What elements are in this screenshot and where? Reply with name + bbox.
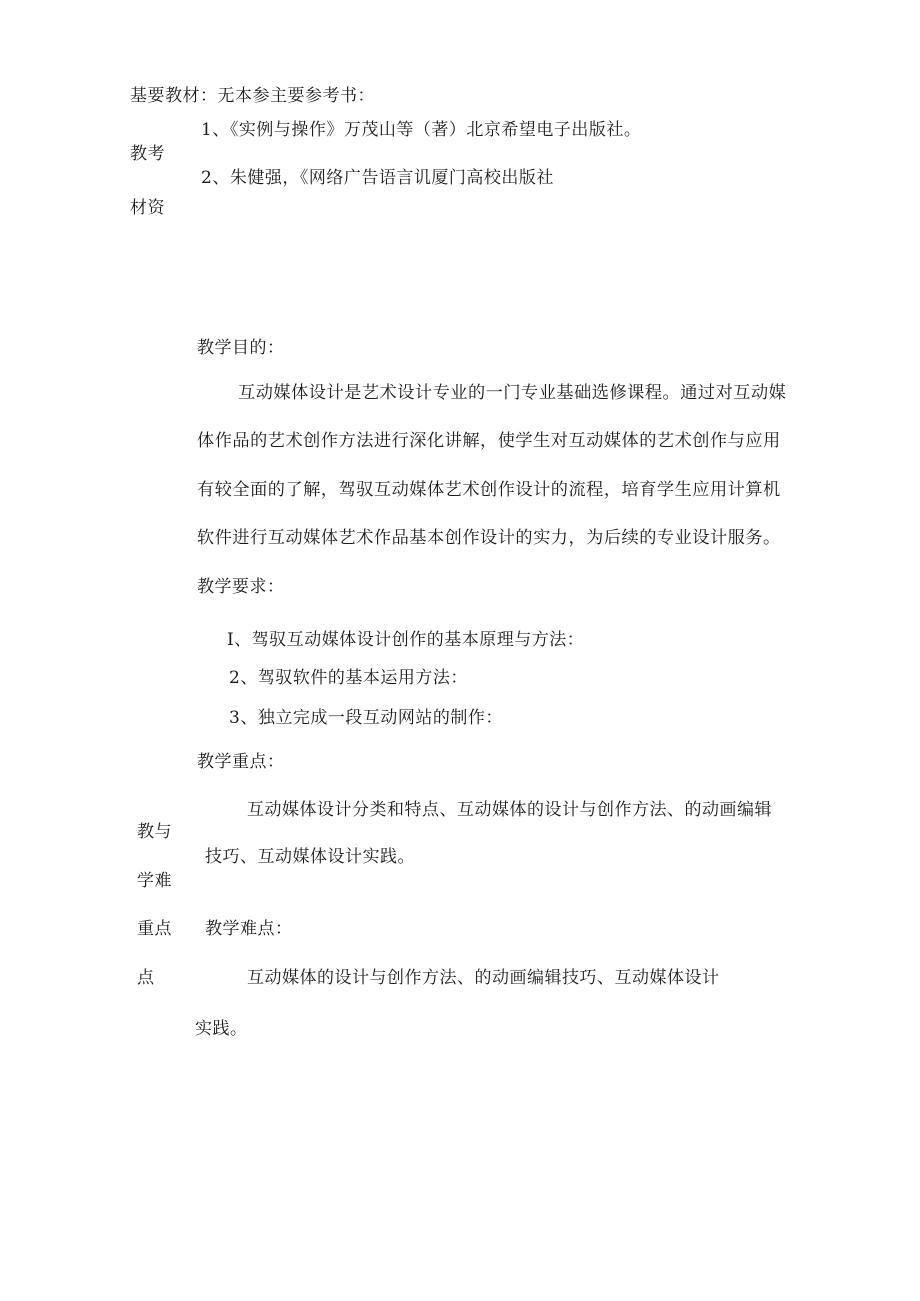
left-label-teach-ref: 教考 (130, 144, 165, 164)
header-line: 基要教材：无本参主要参考书： (130, 86, 375, 106)
requirement-item-3: 3、独立完成一段互动网站的制作： (229, 708, 503, 728)
left-label-teach-learn: 教与 (137, 822, 172, 842)
left-label-study-difficult: 学难 (137, 871, 172, 891)
left-label-key: 重点 (137, 919, 172, 939)
requirement-item-2: 2、驾驭软件的基本运用方法： (229, 668, 468, 688)
key-points-line-1: 互动媒体设计分类和特点、互动媒体的设计与创作方法、的动画编辑 (247, 800, 772, 820)
objective-line-2: 体作品的艺术创作方法进行深化讲解，使学生对互动媒体的艺术创作与应用 (197, 431, 781, 451)
difficulties-line-2: 实践。 (195, 1019, 248, 1039)
key-points-line-2: 技巧、互动媒体设计实践。 (205, 847, 415, 867)
reference-2: 2、朱健强，《网络广告语言讥厦门高校出版社 (201, 168, 554, 188)
difficulties-line-1: 互动媒体的设计与创作方法、的动画编辑技巧、互动媒体设计 (247, 968, 720, 988)
difficulties-heading: 教学难点： (205, 919, 293, 939)
reference-1: 1、《实例与操作》万茂山等（著）北京希望电子出版社。 (201, 120, 642, 140)
objective-line-3: 有较全面的了解，驾驭互动媒体艺术创作设计的流程，培育学生应用计算机 (197, 480, 781, 500)
objective-line-4: 软件进行互动媒体艺术作品基本创作设计的实力，为后续的专业设计服务。 (197, 528, 781, 548)
left-label-materials: 材资 (130, 198, 165, 218)
objective-heading: 教学目的： (197, 338, 285, 358)
requirements-heading: 教学要求： (197, 577, 285, 597)
left-label-point: 点 (137, 968, 155, 988)
requirement-item-1: I、驾驭互动媒体设计创作的基本原理与方法： (227, 630, 585, 650)
key-points-heading: 教学重点： (197, 752, 285, 772)
objective-line-1: 互动媒体设计是艺术设计专业的一门专业基础选修课程。通过对互动媒 (238, 383, 787, 403)
